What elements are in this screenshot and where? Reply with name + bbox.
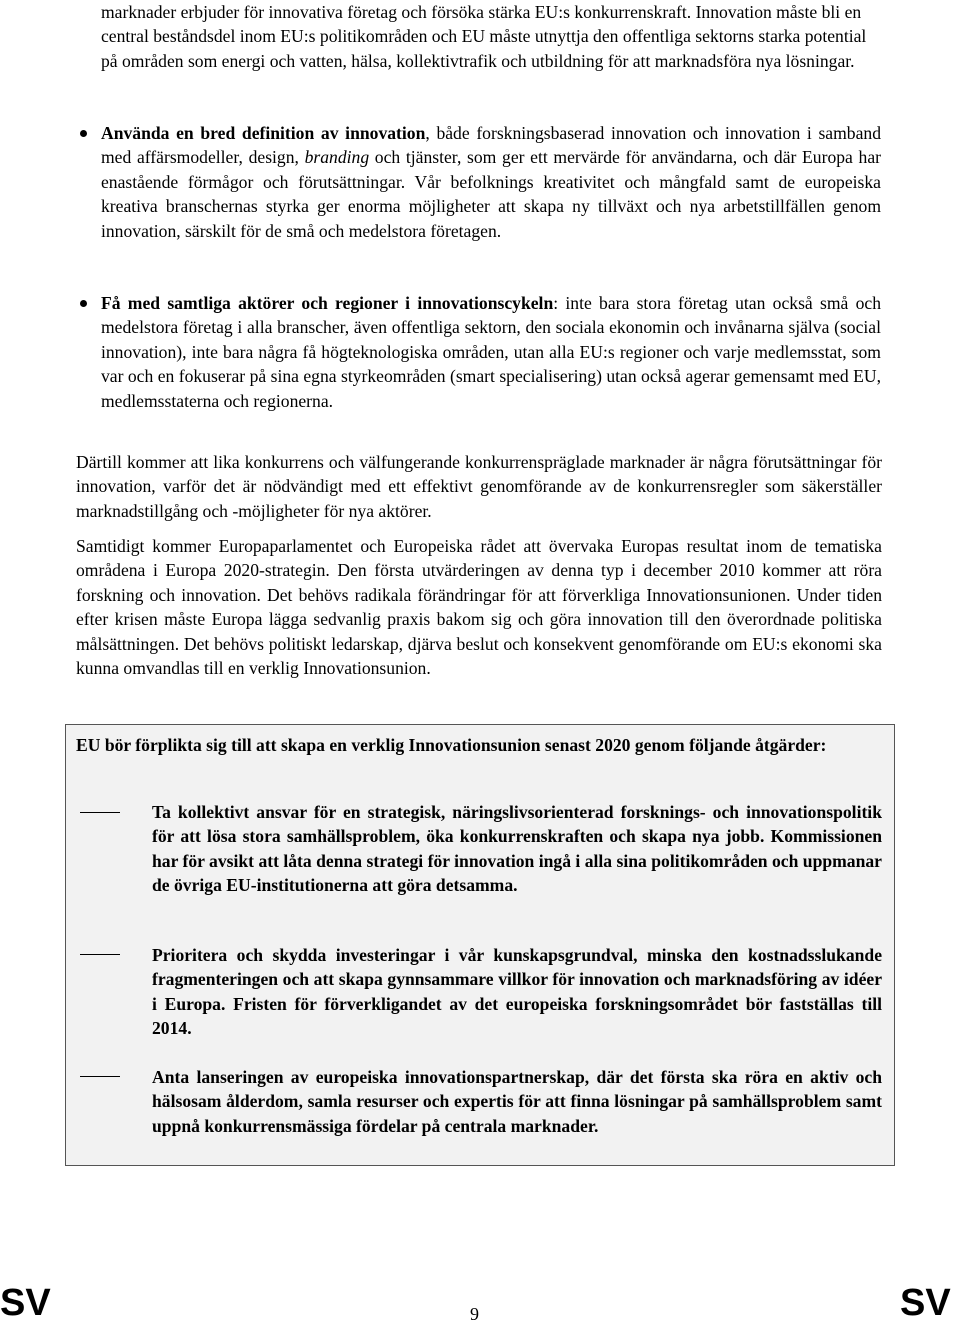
- action-item-1: Ta kollektivt ansvar för en strategisk, näringslivsorienterad forsknings- och innovationspolitik för att lösa stora samhällsproblem, öka konkurrenskraften och skapa nya jobb. Kommissionen har för avsikt att låta denna strategi för innovation ingå i alla sina politikområden och uppmanar de övriga EU-institutionerna att göra detsamma.: [152, 802, 882, 896]
- bullet-2-text: : inte bara stora företag utan också små och medelstora företag i alla branscher, även offentliga sektorn, den sociala ekonomin och invånarna själva (social innovation), inte bara några få högteknologiska områden, utan alla EU:s regioner och varje medlemsstat, som var och en fokuserar på sina egna styrkeområden (smart specialisering) utan också agerar gemensamt med EU, medlemsstaterna och regionerna.: [101, 293, 881, 411]
- dash-icon: [80, 812, 120, 813]
- language-code-left: SV: [0, 1282, 51, 1324]
- language-code-right: SV: [900, 1282, 951, 1324]
- bullet-1-italic: branding: [304, 147, 370, 168]
- paragraph-monitoring: Samtidigt kommer Europaparlamentet och Europeiska rådet att övervaka Europas resultat inom de tematiska områdena i Europa 2020-strategin. Den första utvärderingen av denna typ i december 2010 kommer att röra forskning och innovation. Det behövs radikala förändringar för att förverkliga Innovationsunionen. Under tiden efter krisen måste Europa lägga sedvanlig praxis bakom sig och göra innovation till den överordnade politiska målsättningen. Det behövs politiskt ledarskap, djärva beslut och konsekvent genomförande om EU:s ekonomi ska kunna omvandlas till en verklig Innovationsunion.: [76, 536, 882, 679]
- action-box: [65, 724, 895, 1166]
- dash-icon: [80, 1076, 120, 1077]
- paragraph-competition: Därtill kommer att lika konkurrens och välfungerande konkurrenspräglade marknader är några förutsättningar för innovation, varför det är nödvändigt med ett effektivt genomförande av de konkurrensregler som säkerställer marknadstillgång och -möjligheter för nya aktörer.: [76, 452, 882, 521]
- bullet-icon: [80, 130, 87, 137]
- top-paragraph: [101, 0, 881, 73]
- dash-icon: [80, 954, 120, 955]
- bullet-2-bold: Få med samtliga aktörer och regioner i innovationscykeln: [101, 293, 554, 313]
- action-item-3: Anta lanseringen av europeiska innovationspartnerskap, där det första ska röra en aktiv och hälsosam ålderdom, samla resurser och expertis för att finna lösningar på samhällsproblem samt uppnå konkurrensmässiga fördelar på centrala marknader.: [152, 1067, 882, 1136]
- action-box-heading: EU bör förplikta sig till att skapa en verklig Innovationsunion senast 2020 genom följande åtgärder:: [76, 735, 827, 755]
- bullet-item-2: [101, 291, 881, 413]
- bullet-item-1: [101, 121, 881, 243]
- action-item-2: Prioritera och skydda investeringar i vår kunskapsgrundval, minska den kostnadsslukande fragmenteringen och att skapa gynnsammare villkor för innovation och marknadsföring av idéer i Europa. Fristen för förverkligandet av det europeiska forskningsområdet bör fastställas till 2014.: [152, 945, 882, 1039]
- top-paragraph-line1: marknader erbjuder för innovativa företag och försöka stärka EU:s konkurrenskraft.: [101, 2, 692, 22]
- top-paragraph-rest: Innovation måste bli en central beståndsdel inom EU:s politikområden och EU måste utnyttja den offentliga sektorns starka potential på områden som energi och vatten, hälsa, kollektivtrafik och utbildning för att marknadsföra nya lösningar.: [101, 2, 867, 71]
- bullet-1-text-before: , både forskningsbaserad innovation och innovation i samband med affärsmodeller, design,: [101, 123, 882, 168]
- bullet-icon: [80, 300, 87, 307]
- bullet-1-text-after: och tjänster, som ger ett mervärde för användarna, och där Europa har enastående förmågor och förutsättningar. Vår befolknings kreativitet och mångfald samt de europeiska kreativa branschernas styrka ger enorma möjligheter att skapa ny tillväxt och nya arbetstillfällen genom innovation, särskilt för de små och medelstora företagen.: [101, 147, 881, 241]
- bullet-1-bold: Använda en bred definition av innovation: [101, 123, 426, 143]
- page-number: 9: [470, 1304, 479, 1324]
